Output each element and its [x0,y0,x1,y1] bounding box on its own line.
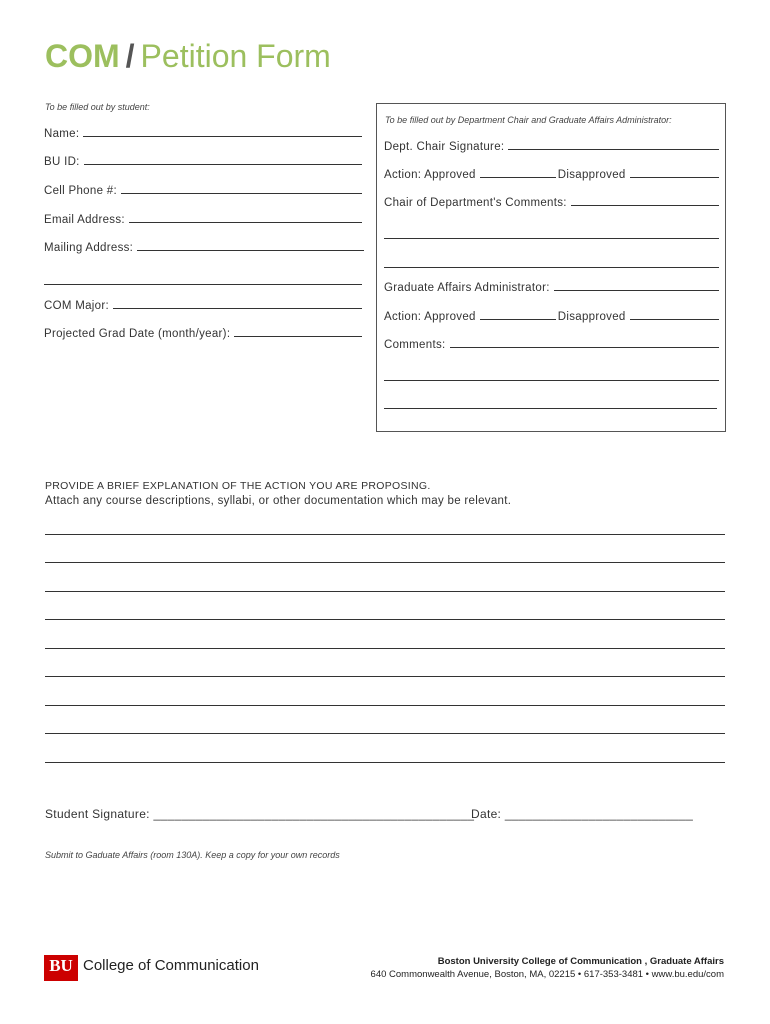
footer-address-line-2: 640 Commonwealth Avenue, Boston, MA, 02215 • 617-353-3481 • www.bu.edu/com [370,969,724,980]
explanation-line[interactable] [45,733,725,734]
explanation-line[interactable] [45,534,725,535]
chair-signature-field[interactable] [384,141,719,153]
admin-action-field[interactable] [384,311,719,323]
chair-disapproved-line[interactable] [630,176,719,178]
chair-approved-line[interactable] [480,176,556,178]
student-signature-field[interactable]: Student Signature: ______________________________________________ [45,807,475,821]
chair-signature-line[interactable] [508,148,719,150]
email-label: Email Address: [44,214,125,226]
chair-comments-line-2[interactable] [384,238,719,239]
explanation-line[interactable] [45,562,725,563]
chair-signature-label: Dept. Chair Signature: [384,141,505,153]
name-label: Name: [44,128,80,140]
title-petition-form: Petition Form [140,38,331,74]
mailing-address-line[interactable] [137,249,364,251]
explanation-line[interactable] [45,676,725,677]
graduate-admin-label: Graduate Affairs Administrator: [384,282,550,294]
admin-note: To be filled out by Department Chair and Graduate Affairs Administrator: [385,115,672,125]
explanation-line[interactable] [45,648,725,649]
grad-date-line[interactable] [234,335,362,337]
student-note: To be filled out by student: [45,102,150,112]
com-major-field[interactable] [44,300,362,312]
admin-disapproved-line[interactable] [630,318,719,320]
chair-comments-field[interactable] [384,197,719,209]
admin-approved-line[interactable] [480,318,556,320]
name-line[interactable] [83,135,362,137]
graduate-admin-field[interactable] [384,282,719,294]
admin-comments-line-2[interactable] [384,380,719,381]
mailing-address-label: Mailing Address: [44,242,134,254]
footer-address-line-1: Boston University College of Communication , Graduate Affairs [437,956,724,967]
explanation-line[interactable] [45,619,725,620]
explanation-line[interactable] [45,705,725,706]
page-title [45,38,331,75]
bu-logo: BU [44,955,78,979]
chair-comments-line-3[interactable] [384,267,719,268]
admin-comments-field[interactable] [384,339,719,351]
bu-id-line[interactable] [84,163,362,165]
date-field[interactable]: Date: ___________________________ [471,807,694,821]
grad-date-label: Projected Grad Date (month/year): [44,328,231,340]
grad-date-field[interactable] [44,328,362,340]
admin-comments-line-3[interactable] [384,408,717,409]
name-field[interactable] [44,128,362,140]
admin-comments-line[interactable] [450,346,720,348]
com-major-label: COM Major: [44,300,109,312]
cell-phone-field[interactable] [44,185,362,197]
admin-approved-label: Action: Approved [384,311,476,323]
mailing-address-line-2[interactable] [44,284,362,285]
chair-disapproved-label: Disapproved [557,169,626,181]
title-slash: / [125,38,135,74]
chair-comments-label: Chair of Department's Comments: [384,197,567,209]
email-line[interactable] [129,221,362,223]
submit-note: Submit to Gaduate Affairs (room 130A). Keep a copy for your own records [45,850,340,860]
admin-disapproved-label: Disapproved [557,311,626,323]
bu-id-label: BU ID: [44,156,80,168]
cell-phone-line[interactable] [121,192,362,194]
chair-approved-label: Action: Approved [384,169,476,181]
bu-logo-bar [44,978,78,981]
chair-action-field[interactable] [384,169,719,181]
graduate-admin-line[interactable] [554,289,719,291]
explanation-subheading: Attach any course descriptions, syllabi, or other documentation which may be relevant. [45,495,512,507]
title-com: COM [45,38,120,74]
mailing-address-field[interactable] [44,242,364,254]
bu-id-field[interactable] [44,156,362,168]
email-field[interactable] [44,214,362,226]
admin-comments-label: Comments: [384,339,446,351]
explanation-heading: PROVIDE A BRIEF EXPLANATION OF THE ACTION YOU ARE PROPOSING. [45,480,431,492]
college-name: College of Communication [83,957,259,974]
explanation-line[interactable] [45,762,725,763]
com-major-line[interactable] [113,307,362,309]
cell-phone-label: Cell Phone #: [44,185,117,197]
chair-comments-line[interactable] [571,204,719,206]
explanation-line[interactable] [45,591,725,592]
